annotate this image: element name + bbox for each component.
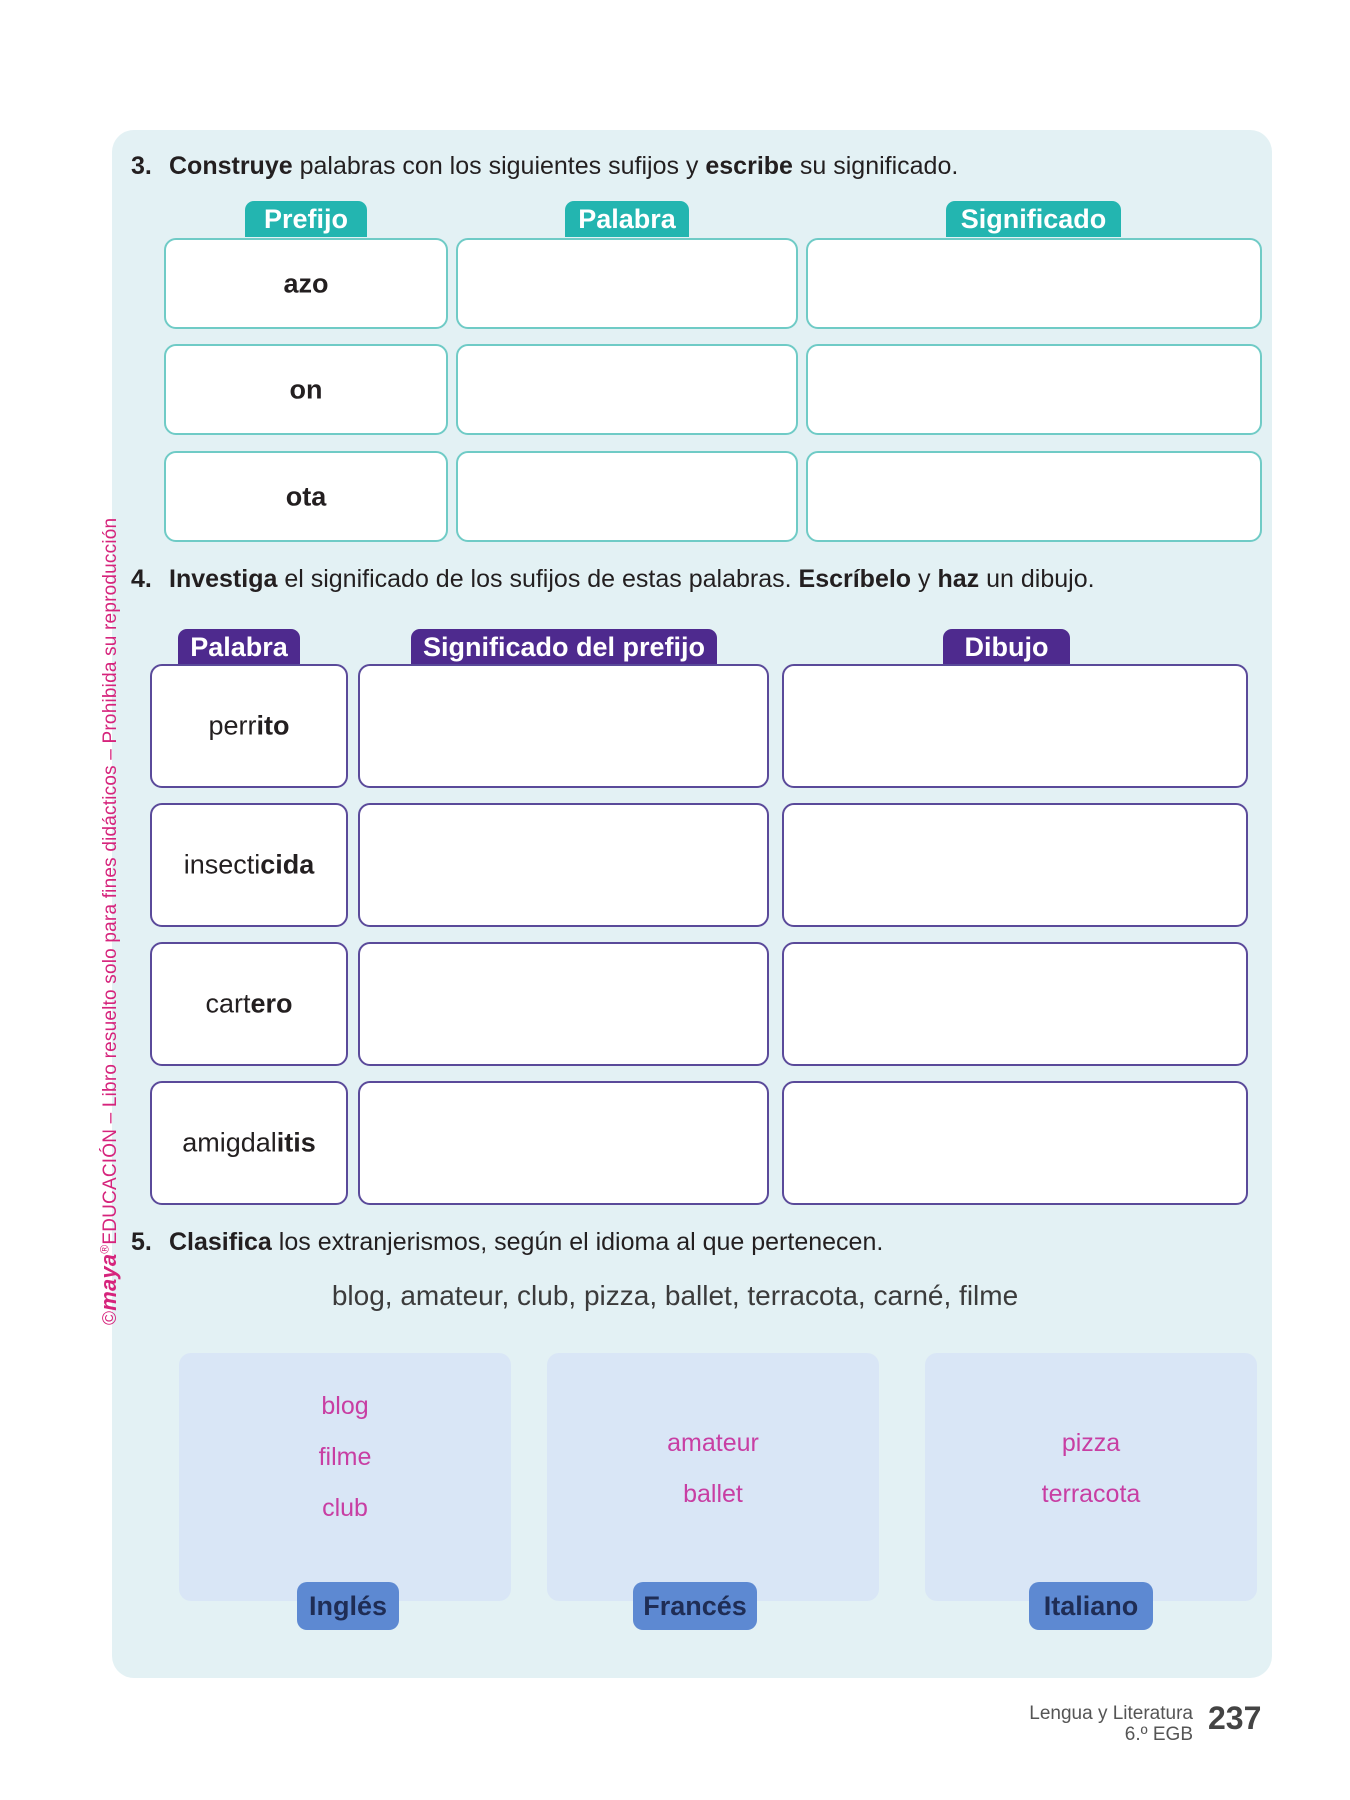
word-answer-field[interactable] (456, 344, 798, 435)
suffix-cell (164, 344, 448, 435)
label-italiano: Italiano (1029, 1582, 1153, 1630)
prompt-text: el significado de los sufijos de estas palabras. (277, 565, 799, 593)
word-root: insecti (183, 849, 261, 880)
drawing-area[interactable] (782, 942, 1248, 1066)
word-suffix: itis (276, 1127, 316, 1158)
answer-list (179, 1381, 511, 1534)
language-box-italiano[interactable] (925, 1353, 1257, 1601)
word-cell (150, 664, 348, 788)
question-number: 3. (131, 152, 152, 180)
registered-mark: ® (97, 1244, 112, 1254)
answer-word: pizza (1061, 1429, 1121, 1457)
language-box-frances[interactable] (547, 1353, 879, 1601)
keyword: Clasifica (169, 1228, 272, 1256)
answer-word: amateur (667, 1429, 759, 1457)
question-number: 5. (131, 1228, 152, 1256)
question-number: 4. (131, 565, 152, 593)
word-text (152, 711, 346, 742)
keyword: escribe (705, 152, 793, 180)
prompt-text: un dibujo. (979, 565, 1095, 593)
word-text (152, 1128, 346, 1159)
subject-name: Lengua y Literatura (1029, 1703, 1193, 1724)
word-cell (150, 1081, 348, 1205)
word-suffix: ero (250, 988, 293, 1019)
header-palabra: Palabra (565, 201, 689, 237)
keyword: Construye (169, 152, 293, 180)
word-suffix: ito (256, 710, 290, 741)
answer-word: blog (321, 1392, 369, 1420)
word-cell (150, 803, 348, 927)
header-significado-prefijo: Significado del prefijo (411, 629, 717, 665)
label-frances: Francés (633, 1582, 757, 1630)
meaning-answer-field[interactable] (806, 238, 1262, 329)
question-3-prompt (131, 152, 958, 181)
brand-logo: maya (96, 1253, 121, 1311)
word-cell (150, 942, 348, 1066)
copyright-notice (96, 518, 122, 1325)
word-answer-field[interactable] (456, 238, 798, 329)
word-text (152, 850, 346, 881)
word-answer-field[interactable] (456, 451, 798, 542)
meaning-answer-field[interactable] (358, 803, 769, 927)
answer-list (547, 1418, 879, 1520)
keyword: haz (937, 565, 980, 593)
word-text (152, 989, 346, 1020)
word-root: cart (205, 988, 251, 1019)
suffix-text: azo (283, 268, 329, 298)
label-ingles: Inglés (297, 1582, 399, 1630)
header-prefijo: Prefijo (245, 201, 367, 237)
meaning-answer-field[interactable] (806, 344, 1262, 435)
grade-level: 6.º EGB (1124, 1724, 1193, 1745)
suffix-cell (164, 238, 448, 329)
header-significado: Significado (946, 201, 1121, 237)
answer-list (925, 1418, 1257, 1520)
drawing-area[interactable] (782, 803, 1248, 927)
word-suffix: cida (260, 849, 315, 880)
question-4-prompt (131, 565, 1095, 594)
word-root: amigdal (182, 1127, 277, 1158)
page-number: 237 (1208, 1700, 1262, 1736)
answer-word: filme (318, 1443, 372, 1471)
prompt-text: su significado. (792, 152, 959, 180)
prompt-text: y (911, 565, 938, 593)
answer-word: ballet (683, 1480, 743, 1508)
word-bank: blog, amateur, club, pizza, ballet, terracota, carné, filme (331, 1280, 1019, 1311)
footer-subject (1029, 1703, 1193, 1745)
copyright-text: EDUCACIÓN – Libro resuelto solo para fines didácticos – Prohibida su reproducción (100, 517, 121, 1245)
header-palabra: Palabra (178, 629, 300, 665)
answer-word: terracota (1041, 1480, 1141, 1508)
language-box-ingles[interactable] (179, 1353, 511, 1601)
meaning-answer-field[interactable] (358, 1081, 769, 1205)
word-root: perr (208, 710, 257, 741)
suffix-text: on (289, 374, 323, 404)
copyright-symbol: © (100, 1310, 121, 1325)
drawing-area[interactable] (782, 664, 1248, 788)
header-dibujo: Dibujo (943, 629, 1070, 665)
answer-word: club (322, 1494, 368, 1522)
meaning-answer-field[interactable] (358, 942, 769, 1066)
keyword: Escríbelo (798, 565, 912, 593)
question-5-prompt (131, 1228, 883, 1257)
keyword: Investiga (169, 565, 278, 593)
prompt-text: palabras con los siguientes sufijos y (292, 152, 706, 180)
meaning-answer-field[interactable] (358, 664, 769, 788)
meaning-answer-field[interactable] (806, 451, 1262, 542)
prompt-text: los extranjerismos, según el idioma al que pertenecen. (271, 1228, 884, 1256)
drawing-area[interactable] (782, 1081, 1248, 1205)
suffix-cell (164, 451, 448, 542)
suffix-text: ota (285, 481, 327, 511)
